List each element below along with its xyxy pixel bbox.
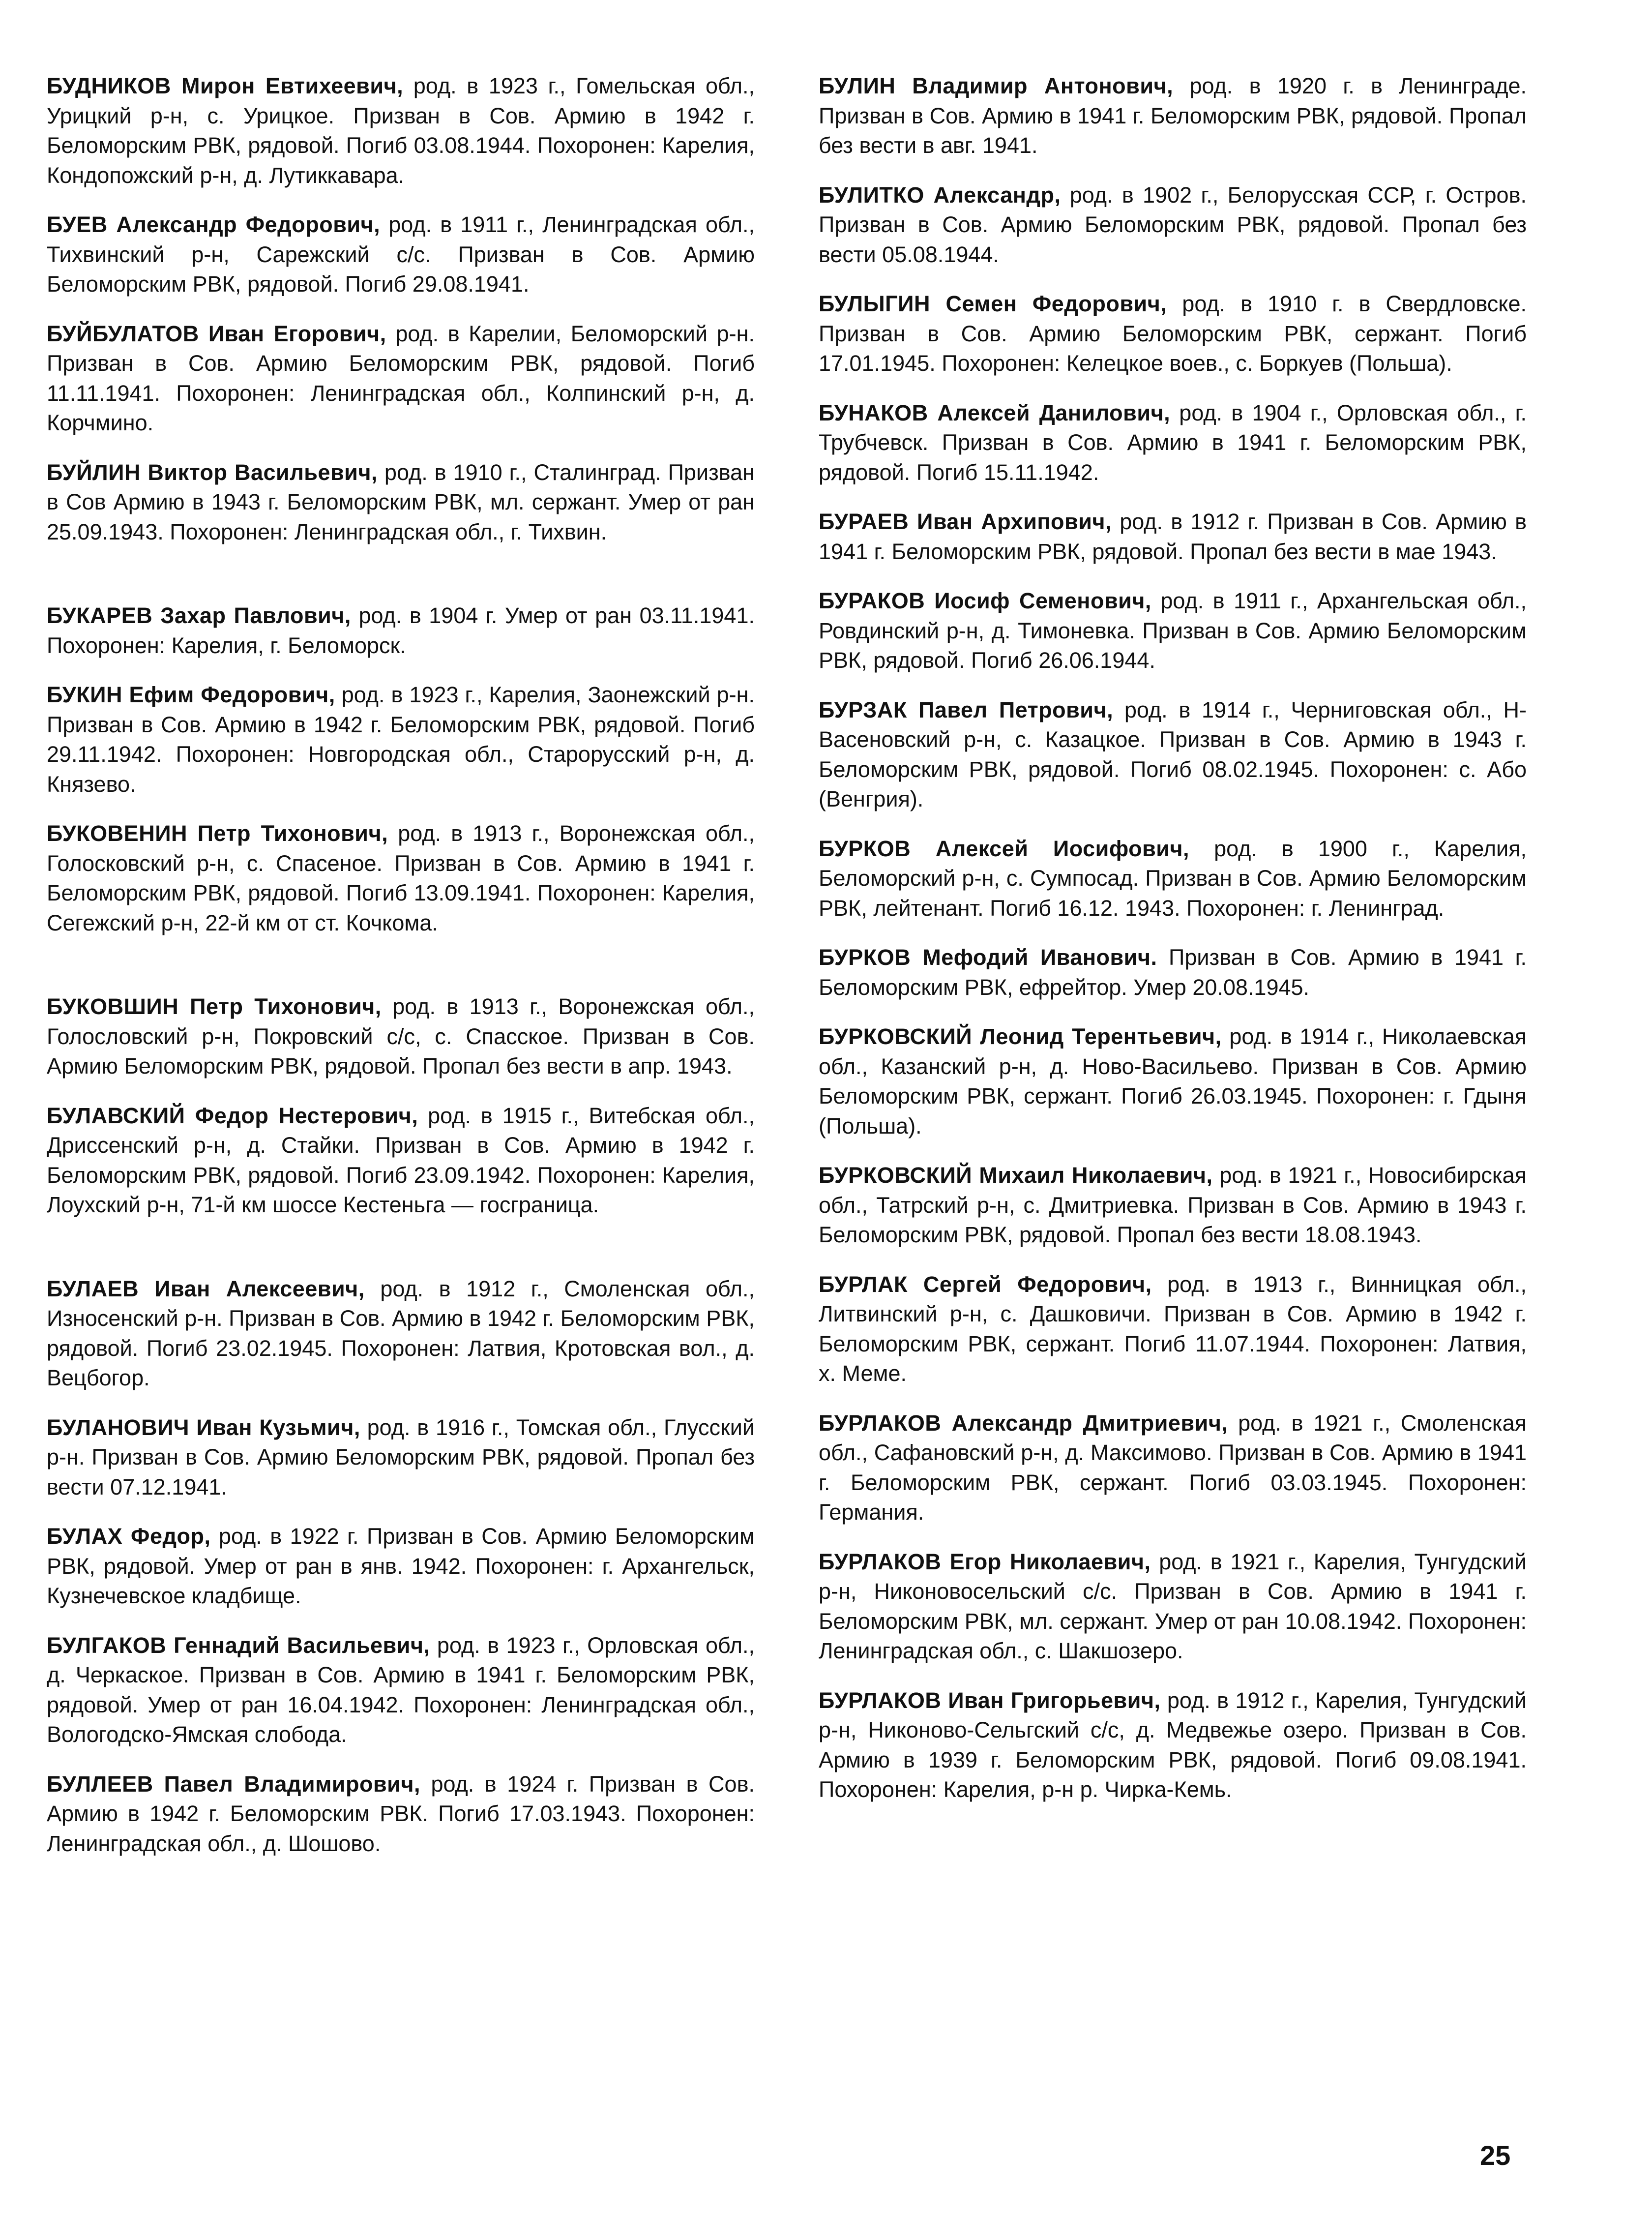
entry-name: БУНАКОВ Алексей Данилович, [819, 400, 1171, 425]
entry-name: БУКОВШИН Петр Тихонович, [47, 994, 382, 1019]
entry-name: БУРКОВСКИЙ Михаил Николаевич, [819, 1163, 1213, 1188]
entry-name: БУРКОВСКИЙ Леонид Терентьевич, [819, 1024, 1222, 1049]
right-column [819, 71, 1527, 1825]
entry-name: БУЙБУЛАТОВ Иван Егорович, [47, 321, 386, 346]
entry-name: БУРЛАКОВ Иван Григорьевич, [819, 1687, 1161, 1713]
entry-bunakov [819, 398, 1527, 488]
entry-text: род. в 1911 г., Архангельская обл., Ровдинский р-н, д. Тимоневка. Призван в Сов. Армию Беломорским РВК, рядовой. Погиб 26.06.1944. [819, 588, 1527, 673]
entry-name: БУКАРЕВ Захар Павлович, [47, 603, 351, 628]
entry-burlakov-aleksandr [819, 1409, 1527, 1528]
entry-bulakh [47, 1522, 755, 1611]
entry-burkovsky-mikhail [819, 1161, 1527, 1250]
entry-text: род. в 1924 г. Призван в Сов. Армию в 1942 г. Беломорским РВК. Погиб 17.03.1943. Похоронен: Ленинградская обл., д. Шошово. [47, 1771, 755, 1856]
entry-bukovenin [47, 819, 755, 938]
entry-burlakov-ivan [819, 1686, 1527, 1805]
entry-text: род. в 1916 г., Томская обл., Глусский р-н. Призван в Сов. Армию Беломорским РВК, рядовой. Пропал без вести 07.12.1941. [47, 1414, 755, 1499]
entry-name: БУРЛАКОВ Егор Николаевич, [819, 1549, 1151, 1574]
entry-name: БУРКОВ Алексей Иосифович, [819, 836, 1190, 861]
entry-name: БУКОВЕНИН Петр Тихонович, [47, 821, 388, 846]
entry-name: БУРЛАКОВ Александр Дмитриевич, [819, 1410, 1228, 1436]
entry-buev [47, 210, 755, 300]
entry-text: род. в 1921 г., Карелия, Тунгудский р-н, Никоновосельский с/с. Призван в Сов. Армию в 1941 г. Беломорским РВК, мл. сержант. Умер от ран 10.08.1942. Похоронен: Ленинградская обл., с. Шакшозеро. [819, 1549, 1527, 1663]
entry-text: род. в 1912 г., Смоленская обл., Износенский р-н. Призван в Сов. Армию в 1942 г. Беломорским РВК, рядовой. Погиб 23.02.1945. Похоронен: Латвия, Кротовская вол., д. Вецбогор. [47, 1276, 755, 1390]
entry-text: род. в 1921 г., Новосибирская обл., Татрский р-н, с. Дмитриевка. Призван в Сов. Армию в 1943 г. Беломорским РВК, рядовой. Пропал без вести 18.08.1943. [819, 1163, 1527, 1247]
entry-bulaev [47, 1274, 755, 1393]
entry-name: БУЛЫГИН Семен Федорович, [819, 291, 1167, 316]
entry-text: род. в 1912 г., Карелия, Тунгудский р-н, Никоново-Сельгский с/с, д. Медвежье озеро. Призван в Сов. Армию в 1939 г. Беломорским РВК, рядовой. Погиб 09.08.1941. Похоронен: Карелия, р-н р. Чирка-Кемь. [819, 1687, 1527, 1802]
entry-name: БУЛИН Владимир Антонович, [819, 73, 1174, 98]
entry-text: род. в 1921 г., Смоленская обл., Сафановский р-н, д. Максимово. Призван в Сов. Армию в 1941 г. Беломорским РВК, сержант. Погиб 03.03.1945. Похоронен: Германия. [819, 1410, 1527, 1525]
entry-bulleev [47, 1769, 755, 1859]
entry-text: род. в 1910 г. в Свердловске. Призван в Сов. Армию Беломорским РВК, сержант. Погиб 17.01.1945. Похоронен: Келецкое воев., с. Боркуев (Польша). [819, 291, 1527, 376]
entry-text: род. в 1904 г. Умер от ран 03.11.1941. Похоронен: Карелия, г. Беломорск. [47, 603, 755, 658]
entry-text: род. в 1923 г., Карелия, Заонежский р-н. Призван в Сов. Армию в 1942 г. Беломорским РВК, рядовой. Погиб 29.11.1942. Похоронен: Новгородская обл., Старорусский р-н, д. Князево. [47, 682, 755, 797]
entry-name: БУЛАЕВ Иван Алексеевич, [47, 1276, 365, 1301]
entry-text: род. в 1900 г., Карелия, Беломорский р-н, с. Сумпосад. Призван в Сов. Армию Беломорским РВК, лейтенант. Погиб 16.12. 1943. Похоронен: г. Ленинград. [819, 836, 1527, 921]
entry-text: Призван в Сов. Армию в 1941 г. Беломорским РВК, ефрейтор. Умер 20.08.1945. [819, 945, 1527, 1000]
entry-bukovshin [47, 992, 755, 1081]
entry-builin [47, 458, 755, 547]
entry-bulygin [819, 289, 1527, 379]
entry-name: БУКИН Ефим Федорович, [47, 682, 335, 707]
entry-text: род. в Карелии, Беломорский р-н. Призван в Сов. Армию Беломорским РВК, рядовой. Погиб 11.11.1941. Похоронен: Ленинградская обл., Колпинский р-н, д. Корчмино. [47, 321, 755, 435]
entry-name: БУЛАХ Федор, [47, 1524, 211, 1549]
entry-burkov-aleksei [819, 834, 1527, 924]
entry-text: род. в 1913 г., Винницкая обл., Литвинский р-н, с. Дашковичи. Призван в Сов. Армию в 1942 г. Беломорским РВК, сержант. Погиб 11.07.1944. Похоронен: Латвия, х. Меме. [819, 1271, 1527, 1386]
entry-text: род. в 1923 г., Гомельская обл., Урицкий р-н, с. Урицкое. Призван в Сов. Армию в 1942 г. Беломорским РВК, рядовой. Погиб 03.08.1944. Похоронен: Карелия, Кондопожский р-н, д. Лутиккавара. [47, 73, 755, 188]
entry-name: БУЛГАКОВ Геннадий Васильевич, [47, 1632, 430, 1658]
entry-name: БУРКОВ Мефодий Иванович. [819, 945, 1157, 970]
entry-bulin [819, 71, 1527, 161]
entry-name: БУЛЛЕЕВ Павел Владимирович, [47, 1771, 420, 1797]
entry-burkovsky-leonid [819, 1022, 1527, 1141]
entry-bulanovich [47, 1413, 755, 1502]
left-column [47, 71, 755, 1878]
entry-name: БУЙЛИН Виктор Васильевич, [47, 459, 378, 485]
entry-name: БУЛАНОВИЧ Иван Кузьмич, [47, 1414, 360, 1440]
entry-name: БУРЛАК Сергей Федорович, [819, 1271, 1152, 1297]
entry-text: род. в 1920 г. в Ленинграде. Призван в Сов. Армию в 1941 г. Беломорским РВК, рядовой. Пропал без вести в авг. 1941. [819, 73, 1527, 158]
page-number: 25 [1480, 2140, 1511, 2171]
entry-text: род. в 1922 г. Призван в Сов. Армию Беломорским РВК, рядовой. Умер от ран в янв. 1942. Похоронен: г. Архангельск, Кузнечевское кладбище. [47, 1524, 755, 1608]
entry-text: род. в 1911 г., Ленинградская обл., Тихвинский р-н, Сарежский с/с. Призван в Сов. Армию Беломорским РВК, рядовой. Погиб 29.08.1941. [47, 212, 755, 297]
entry-text: род. в 1914 г., Николаевская обл., Казанский р-н, д. Ново-Васильево. Призван в Сов. Армию Беломорским РВК, сержант. Погиб 26.03.1945. Похоронен: г. Гдыня (Польша). [819, 1024, 1527, 1139]
entry-name: БУЛИТКО Александр, [819, 182, 1061, 208]
entry-text: род. в 1902 г., Белорусская ССР, г. Остров. Призван в Сов. Армию Беломорским РВК, рядовой. Пропал без вести 05.08.1944. [819, 182, 1527, 267]
entry-text: род. в 1915 г., Витебская обл., Дриссенский р-н, д. Стайки. Призван в Сов. Армию в 1942 г. Беломорским РВК, рядовой. Погиб 23.09.1942. Похоронен: Карелия, Лоухский р-н, 71-й км шоссе Кестеньга — госграница. [47, 1103, 755, 1217]
entry-name: БУРАКОВ Иосиф Семенович, [819, 588, 1151, 613]
entry-text: род. в 1914 г., Черниговская обл., Н-Васеновский р-н, с. Казацкое. Призван в Сов. Армию в 1943 г. Беломорским РВК, рядовой. Погиб 08.02.1945. Похоронен: с. Або (Венгрия). [819, 697, 1527, 811]
entry-bulitko [819, 180, 1527, 270]
entry-bukarev [47, 601, 755, 660]
entry-name: БУДНИКОВ Мирон Евтихеевич, [47, 73, 404, 98]
entry-burzak [819, 695, 1527, 814]
entry-text: род. в 1904 г., Орловская обл., г. Трубчевск. Призван в Сов. Армию в 1941 г. Беломорским РВК, рядовой. Погиб 15.11.1942. [819, 400, 1527, 485]
entry-burkov-mefody [819, 943, 1527, 1002]
entry-name: БУЛАВСКИЙ Федор Нестерович, [47, 1103, 418, 1128]
entry-burlakov-egor [819, 1547, 1527, 1666]
entry-text: род. в 1912 г. Призван в Сов. Армию в 1941 г. Беломорским РВК, рядовой. Пропал без вести в мае 1943. [819, 509, 1527, 564]
entry-name: БУРАЕВ Иван Архипович, [819, 509, 1112, 534]
entry-buraev [819, 507, 1527, 567]
entry-budnikov [47, 71, 755, 190]
entry-name: БУЕВ Александр Федорович, [47, 212, 381, 237]
entry-text: род. в 1913 г., Воронежская обл., Голословский р-н, Покровский с/с, с. Спасское. Призван в Сов. Армию Беломорским РВК, рядовой. Пропал без вести в апр. 1943. [47, 994, 755, 1079]
entry-bukin [47, 680, 755, 799]
entry-text: род. в 1913 г., Воронежская обл., Голосковский р-н, с. Спасеное. Призван в Сов. Армию в 1941 г. Беломорским РВК, рядовой. Погиб 13.09.1941. Похоронен: Карелия, Сегежский р-н, 22-й км от ст. Кочкома. [47, 821, 755, 935]
entry-bulgakov [47, 1631, 755, 1750]
entry-burakov [819, 586, 1527, 676]
entry-burlak [819, 1270, 1527, 1389]
entry-bulavsky [47, 1101, 755, 1220]
entry-text: род. в 1923 г., Орловская обл., д. Черкаское. Призван в Сов. Армию в 1941 г. Беломорским РВК, рядовой. Умер от ран 16.04.1942. Похоронен: Ленинградская обл., Вологодско-Ямская слобода. [47, 1632, 755, 1747]
entry-text: род. в 1910 г., Сталинград. Призван в Сов Армию в 1943 г. Беломорским РВК, мл. сержант. Умер от ран 25.09.1943. Похоронен: Ленинградская обл., г. Тихвин. [47, 459, 755, 544]
entry-name: БУРЗАК Павел Петрович, [819, 697, 1114, 722]
entry-buibulatov [47, 319, 755, 438]
